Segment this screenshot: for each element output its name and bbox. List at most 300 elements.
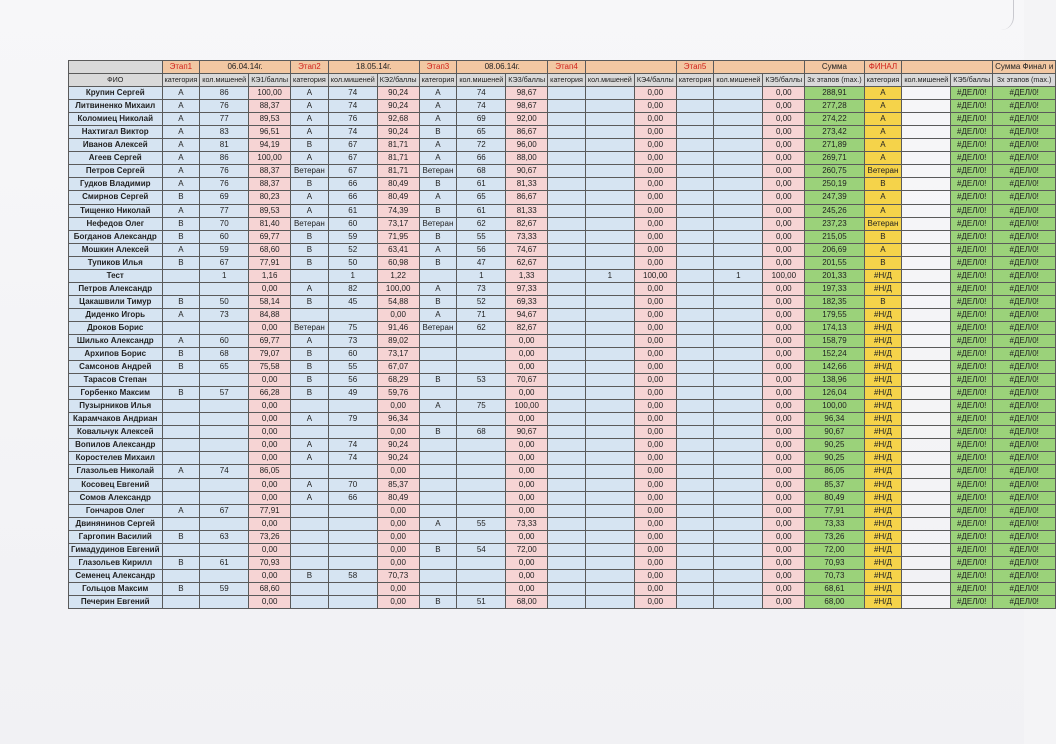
stage2-category: В [291, 387, 329, 400]
sum-final-3-stages: #ДЕЛ/0! [993, 478, 1056, 491]
stage5-category [676, 113, 714, 126]
stage5-category [676, 530, 714, 543]
sum-3-stages: 158,79 [805, 334, 864, 347]
stage5-category [676, 400, 714, 413]
stage5-targets [714, 387, 763, 400]
final-points: #ДЕЛ/0! [951, 478, 993, 491]
stage3-points: 96,00 [506, 139, 548, 152]
final-points: #ДЕЛ/0! [951, 556, 993, 569]
stage2-category: А [291, 491, 329, 504]
stage5-category [676, 191, 714, 204]
stage1-category: А [162, 243, 200, 256]
stage3-points: 0,00 [506, 504, 548, 517]
stage2-targets: 67 [328, 139, 377, 152]
sum-final-3-stages: #ДЕЛ/0! [993, 126, 1056, 139]
stage3-category: А [419, 282, 457, 295]
stage4-points: 0,00 [634, 334, 676, 347]
stage1-points: 79,07 [249, 348, 291, 361]
column-header: КЭ5/баллы [951, 74, 993, 87]
stage5-label: Этап5 [676, 61, 714, 74]
stage1-points: 58,14 [249, 295, 291, 308]
stage2-targets: 66 [328, 191, 377, 204]
sum-final-3-stages: #ДЕЛ/0! [993, 387, 1056, 400]
stage4-points: 0,00 [634, 517, 676, 530]
stage1-targets: 73 [200, 308, 249, 321]
stage4-points: 0,00 [634, 178, 676, 191]
stage4-points: 0,00 [634, 295, 676, 308]
stage3-targets: 74 [457, 87, 506, 100]
table-row [69, 113, 1056, 126]
stage4-targets [585, 530, 634, 543]
stage1-points: 1,16 [249, 269, 291, 282]
stage4-category [548, 256, 586, 269]
athlete-name: Агеев Сергей [69, 152, 163, 165]
stage1-targets: 59 [200, 582, 249, 595]
stage1-points: 88,37 [249, 178, 291, 191]
stage4-points: 0,00 [634, 400, 676, 413]
stage2-category [291, 308, 329, 321]
final-points: #ДЕЛ/0! [951, 321, 993, 334]
final-category: А [864, 152, 902, 165]
final-category: #Н/Д [864, 569, 902, 582]
stage3-points: 82,67 [506, 217, 548, 230]
stage1-category [162, 478, 200, 491]
stage3-targets: 51 [457, 595, 506, 608]
stage4-targets [585, 452, 634, 465]
stage2-points: 0,00 [377, 400, 419, 413]
table-row [69, 452, 1056, 465]
stage3-category [419, 334, 457, 347]
stage1-targets: 76 [200, 178, 249, 191]
stage3-targets: 75 [457, 400, 506, 413]
final-category: #Н/Д [864, 387, 902, 400]
sum-final-3-stages: #ДЕЛ/0! [993, 439, 1056, 452]
sum-3-stages: 138,96 [805, 374, 864, 387]
final-points: #ДЕЛ/0! [951, 87, 993, 100]
stage3-targets: 65 [457, 126, 506, 139]
stage3-category [419, 413, 457, 426]
stage5-points: 0,00 [763, 543, 805, 556]
athlete-name: Печерин Евгений [69, 595, 163, 608]
stage3-category: А [419, 191, 457, 204]
final-category: #Н/Д [864, 334, 902, 347]
final-points: #ДЕЛ/0! [951, 191, 993, 204]
stage3-targets [457, 504, 506, 517]
stage4-targets [585, 126, 634, 139]
stage3-points: 98,67 [506, 87, 548, 100]
stage4-category [548, 334, 586, 347]
stage1-points: 89,53 [249, 113, 291, 126]
sum-final-3-stages: #ДЕЛ/0! [993, 582, 1056, 595]
final-targets [902, 191, 951, 204]
stage5-category [676, 387, 714, 400]
stage3-points: 0,00 [506, 348, 548, 361]
stage4-points: 0,00 [634, 243, 676, 256]
stage1-category [162, 491, 200, 504]
final-targets [902, 491, 951, 504]
stage1-category: А [162, 334, 200, 347]
sum-final-3-stages: #ДЕЛ/0! [993, 517, 1056, 530]
final-points: #ДЕЛ/0! [951, 426, 993, 439]
sum-final-label: Сумма Финал и [993, 61, 1056, 74]
sum-final-3-stages: #ДЕЛ/0! [993, 374, 1056, 387]
stage5-points: 0,00 [763, 256, 805, 269]
final-points: #ДЕЛ/0! [951, 530, 993, 543]
sum-3-stages: 271,89 [805, 139, 864, 152]
stage4-targets [585, 504, 634, 517]
stage5-targets [714, 413, 763, 426]
sum-final-3-stages: #ДЕЛ/0! [993, 413, 1056, 426]
stage2-category [291, 530, 329, 543]
stage2-points: 90,24 [377, 100, 419, 113]
stage5-targets [714, 439, 763, 452]
stage4-points: 0,00 [634, 387, 676, 400]
stage5-category [676, 582, 714, 595]
stage3-targets [457, 387, 506, 400]
stage4-category [548, 230, 586, 243]
final-category: А [864, 204, 902, 217]
stage1-category: А [162, 308, 200, 321]
final-category: #Н/Д [864, 452, 902, 465]
final-label: ФИНАЛ [864, 61, 902, 74]
stage3-points: 0,00 [506, 582, 548, 595]
final-category: #Н/Д [864, 517, 902, 530]
stage5-points: 0,00 [763, 465, 805, 478]
stage2-targets: 59 [328, 230, 377, 243]
stage5-points: 0,00 [763, 400, 805, 413]
sum-3-stages: 126,04 [805, 387, 864, 400]
stage1-targets: 69 [200, 191, 249, 204]
stage2-points: 81,71 [377, 152, 419, 165]
stage4-category [548, 569, 586, 582]
athlete-name: Пузырников Илья [69, 400, 163, 413]
stage2-category: В [291, 361, 329, 374]
stage4-targets [585, 439, 634, 452]
results-table [68, 60, 1056, 609]
stage3-points: 0,00 [506, 465, 548, 478]
stage3-points: 0,00 [506, 569, 548, 582]
stage2-targets [328, 400, 377, 413]
stage2-category: А [291, 204, 329, 217]
stage3-category: А [419, 139, 457, 152]
stage1-category: В [162, 295, 200, 308]
stage1-targets: 86 [200, 87, 249, 100]
sum-3-stages: 277,28 [805, 100, 864, 113]
stage4-targets [585, 426, 634, 439]
stage2-targets: 61 [328, 204, 377, 217]
athlete-name: Смирнов Сергей [69, 191, 163, 204]
stage1-points: 77,91 [249, 256, 291, 269]
stage5-targets [714, 230, 763, 243]
athlete-name: Богданов Александр [69, 230, 163, 243]
final-points: #ДЕЛ/0! [951, 491, 993, 504]
stage3-targets: 61 [457, 178, 506, 191]
stage3-targets: 65 [457, 191, 506, 204]
stage2-targets: 49 [328, 387, 377, 400]
stage2-category: А [291, 282, 329, 295]
athlete-name: Иванов Алексей [69, 139, 163, 152]
stage4-targets [585, 321, 634, 334]
stage5-targets [714, 334, 763, 347]
table-row [69, 400, 1056, 413]
stage2-points: 85,37 [377, 478, 419, 491]
final-points: #ДЕЛ/0! [951, 361, 993, 374]
stage2-points: 100,00 [377, 282, 419, 295]
stage1-targets [200, 478, 249, 491]
stage1-points: 69,77 [249, 230, 291, 243]
stage1-category: А [162, 152, 200, 165]
stage2-points: 54,88 [377, 295, 419, 308]
final-targets [902, 348, 951, 361]
stage4-targets [585, 582, 634, 595]
stage1-targets: 76 [200, 165, 249, 178]
stage4-points: 0,00 [634, 191, 676, 204]
stage1-points: 0,00 [249, 374, 291, 387]
stage4-targets [585, 87, 634, 100]
sum-final-3-stages: #ДЕЛ/0! [993, 256, 1056, 269]
stage3-points: 62,67 [506, 256, 548, 269]
athlete-name: Сомов Александр [69, 491, 163, 504]
stage2-targets [328, 582, 377, 595]
stage4-category [548, 582, 586, 595]
stage2-targets: 50 [328, 256, 377, 269]
stage3-points: 86,67 [506, 126, 548, 139]
stage4-category [548, 595, 586, 608]
final-targets [902, 426, 951, 439]
stage2-category [291, 400, 329, 413]
stage4-points: 0,00 [634, 152, 676, 165]
final-points: #ДЕЛ/0! [951, 256, 993, 269]
stage3-points: 90,67 [506, 165, 548, 178]
athlete-name: Вопилов Александр [69, 439, 163, 452]
stage5-category [676, 126, 714, 139]
stage4-category [548, 517, 586, 530]
stage1-points: 84,88 [249, 308, 291, 321]
stage2-points: 60,98 [377, 256, 419, 269]
stage3-targets: 68 [457, 165, 506, 178]
stage4-targets [585, 595, 634, 608]
stage2-targets: 75 [328, 321, 377, 334]
table-row [69, 530, 1056, 543]
stage3-targets [457, 569, 506, 582]
stage4-points: 0,00 [634, 361, 676, 374]
stage1-targets: 61 [200, 556, 249, 569]
stage5-points: 0,00 [763, 178, 805, 191]
stage2-targets: 76 [328, 113, 377, 126]
stage5-points: 0,00 [763, 530, 805, 543]
stage5-targets [714, 204, 763, 217]
stage4-points: 0,00 [634, 491, 676, 504]
column-header: категория [676, 74, 714, 87]
final-points: #ДЕЛ/0! [951, 204, 993, 217]
stage4-points: 0,00 [634, 582, 676, 595]
table-row [69, 100, 1056, 113]
table-row [69, 348, 1056, 361]
stage5-targets [714, 478, 763, 491]
sum-3-stages: 90,25 [805, 439, 864, 452]
stage2-category [291, 465, 329, 478]
stage5-points: 0,00 [763, 348, 805, 361]
stage4-category [548, 113, 586, 126]
column-header: категория [291, 74, 329, 87]
sum-final-3-stages: #ДЕЛ/0! [993, 308, 1056, 321]
stage4-points: 0,00 [634, 543, 676, 556]
stage3-category: А [419, 113, 457, 126]
table-row [69, 595, 1056, 608]
stage1-category [162, 282, 200, 295]
stage5-points: 0,00 [763, 217, 805, 230]
stage4-category [548, 426, 586, 439]
stage1-targets [200, 282, 249, 295]
stage3-category: В [419, 204, 457, 217]
stage3-targets: 69 [457, 113, 506, 126]
sum-3-stages: 201,33 [805, 269, 864, 282]
stage1-targets [200, 413, 249, 426]
stage4-targets [585, 374, 634, 387]
column-header: КЭ3/баллы [506, 74, 548, 87]
stage2-points: 80,49 [377, 491, 419, 504]
column-header: 3х этапов (max.) [993, 74, 1056, 87]
stage4-targets [585, 478, 634, 491]
final-points: #ДЕЛ/0! [951, 269, 993, 282]
stage5-category [676, 452, 714, 465]
final-points: #ДЕЛ/0! [951, 465, 993, 478]
stage4-points: 0,00 [634, 217, 676, 230]
final-targets [902, 243, 951, 256]
stage4-targets [585, 243, 634, 256]
stage3-category: В [419, 178, 457, 191]
stage2-category: В [291, 230, 329, 243]
stage5-category [676, 204, 714, 217]
stage3-category [419, 478, 457, 491]
stage2-category: А [291, 413, 329, 426]
stage2-targets: 79 [328, 413, 377, 426]
stage4-targets [585, 569, 634, 582]
stage4-points: 0,00 [634, 556, 676, 569]
final-points: #ДЕЛ/0! [951, 413, 993, 426]
stage4-points: 0,00 [634, 504, 676, 517]
athlete-name: Глазольев Николай [69, 465, 163, 478]
stage1-points: 81,40 [249, 217, 291, 230]
stage5-points: 100,00 [763, 269, 805, 282]
sum-final-3-stages: #ДЕЛ/0! [993, 465, 1056, 478]
column-header: кол.мишеней [902, 74, 951, 87]
stage5-targets [714, 400, 763, 413]
final-targets [902, 517, 951, 530]
stage3-category [419, 530, 457, 543]
sum-3-stages: 68,00 [805, 595, 864, 608]
table-row [69, 321, 1056, 334]
stage4-category [548, 478, 586, 491]
stage2-category [291, 556, 329, 569]
stage4-category [548, 374, 586, 387]
stage4-targets [585, 400, 634, 413]
table-row [69, 295, 1056, 308]
stage2-category [291, 582, 329, 595]
stage4-targets [585, 217, 634, 230]
corner-cell [69, 61, 163, 74]
stage3-category: А [419, 152, 457, 165]
stage2-points: 70,73 [377, 569, 419, 582]
stage5-points: 0,00 [763, 308, 805, 321]
stage3-targets [457, 334, 506, 347]
stage4-category [548, 387, 586, 400]
stage3-points: 0,00 [506, 491, 548, 504]
athlete-name: Тарасов Степан [69, 374, 163, 387]
stage1-targets: 83 [200, 126, 249, 139]
stage4-category [548, 295, 586, 308]
final-category: #Н/Д [864, 556, 902, 569]
stage3-targets: 73 [457, 282, 506, 295]
final-category: #Н/Д [864, 465, 902, 478]
table-row [69, 243, 1056, 256]
stage4-targets [585, 348, 634, 361]
final-points: #ДЕЛ/0! [951, 230, 993, 243]
stage1-targets: 59 [200, 243, 249, 256]
stage1-points: 0,00 [249, 452, 291, 465]
stage5-targets [714, 556, 763, 569]
stage5-targets [714, 139, 763, 152]
stage4-points: 0,00 [634, 230, 676, 243]
sum-3-stages: 90,67 [805, 426, 864, 439]
stage1-category [162, 569, 200, 582]
stage1-category: В [162, 530, 200, 543]
stage3-targets [457, 478, 506, 491]
stage5-points: 0,00 [763, 439, 805, 452]
stage1-points: 100,00 [249, 87, 291, 100]
stage4-targets [585, 139, 634, 152]
stage1-targets: 74 [200, 465, 249, 478]
sum-3-stages: 274,22 [805, 113, 864, 126]
stage2-category: В [291, 569, 329, 582]
stage5-category [676, 348, 714, 361]
final-points: #ДЕЛ/0! [951, 543, 993, 556]
column-header: категория [864, 74, 902, 87]
stage5-points: 0,00 [763, 374, 805, 387]
sum-3-stages: 247,39 [805, 191, 864, 204]
stage5-points: 0,00 [763, 126, 805, 139]
stage4-points: 0,00 [634, 100, 676, 113]
stage1-targets: 60 [200, 334, 249, 347]
final-category: #Н/Д [864, 439, 902, 452]
athlete-name: Горбенко Максим [69, 387, 163, 400]
stage1-points: 100,00 [249, 152, 291, 165]
stage3-category: В [419, 374, 457, 387]
stage1-targets: 70 [200, 217, 249, 230]
stage2-points: 81,71 [377, 139, 419, 152]
final-points: #ДЕЛ/0! [951, 100, 993, 113]
table-row [69, 517, 1056, 530]
final-category: А [864, 87, 902, 100]
athlete-name: Архипов Борис [69, 348, 163, 361]
athlete-name: Диденко Игорь [69, 308, 163, 321]
stage3-targets [457, 452, 506, 465]
final-targets [902, 413, 951, 426]
stage4-targets [585, 308, 634, 321]
stage2-points: 0,00 [377, 556, 419, 569]
stage4-points: 0,00 [634, 308, 676, 321]
final-points: #ДЕЛ/0! [951, 178, 993, 191]
stage3-category: В [419, 295, 457, 308]
final-targets [902, 126, 951, 139]
stage5-points: 0,00 [763, 556, 805, 569]
stage3-category [419, 556, 457, 569]
final-points: #ДЕЛ/0! [951, 504, 993, 517]
sum-final-3-stages: #ДЕЛ/0! [993, 139, 1056, 152]
stage5-date [714, 61, 805, 74]
stage2-points: 80,49 [377, 178, 419, 191]
stage1-category [162, 400, 200, 413]
